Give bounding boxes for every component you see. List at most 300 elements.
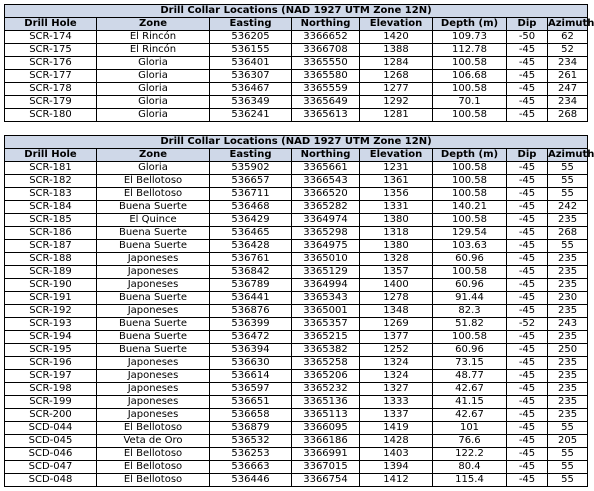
cell-easting: 536399 [210,318,292,331]
cell-easting: 536472 [210,331,292,344]
cell-northing: 3365282 [292,201,360,214]
cell-azimuth: 235 [548,305,588,318]
cell-zone: Japoneses [97,279,210,292]
cell-easting: 536446 [210,474,292,487]
cell-drill-hole: SCD-046 [5,448,97,461]
cell-azimuth: 243 [548,318,588,331]
cell-zone: Japoneses [97,357,210,370]
cell-dip: -45 [507,279,548,292]
cell-easting: 536614 [210,370,292,383]
cell-drill-hole: SCR-175 [5,44,97,57]
cell-azimuth: 230 [548,292,588,305]
cell-zone: El Bellotoso [97,474,210,487]
cell-elevation: 1403 [360,448,433,461]
cell-zone: Gloria [97,70,210,83]
cell-zone: El Quince [97,214,210,227]
cell-northing: 3365232 [292,383,360,396]
column-header-elevation: Elevation [360,149,433,162]
cell-depth: 112.78 [433,44,507,57]
cell-dip: -45 [507,83,548,96]
cell-elevation: 1356 [360,188,433,201]
cell-northing: 3366095 [292,422,360,435]
cell-zone: Japoneses [97,396,210,409]
cell-depth: 60.96 [433,279,507,292]
table-row [5,396,588,409]
table-title: Drill Collar Locations (NAD 1927 UTM Zone 12N) [5,5,588,18]
cell-depth: 106.68 [433,70,507,83]
cell-drill-hole: SCR-184 [5,201,97,214]
cell-depth: 48.77 [433,370,507,383]
cell-northing: 3366754 [292,474,360,487]
cell-drill-hole: SCD-045 [5,435,97,448]
cell-easting: 536253 [210,448,292,461]
table-row [5,331,588,344]
cell-dip: -45 [507,422,548,435]
column-header-easting: Easting [210,149,292,162]
cell-azimuth: 235 [548,266,588,279]
cell-northing: 3365343 [292,292,360,305]
cell-easting: 536711 [210,188,292,201]
cell-elevation: 1324 [360,370,433,383]
cell-northing: 3366520 [292,188,360,201]
cell-zone: El Bellotoso [97,422,210,435]
cell-northing: 3365559 [292,83,360,96]
cell-drill-hole: SCR-178 [5,83,97,96]
cell-drill-hole: SCR-176 [5,57,97,70]
cell-elevation: 1281 [360,109,433,122]
cell-drill-hole: SCR-199 [5,396,97,409]
table-row [5,44,588,57]
table-row [5,344,588,357]
column-header-row [5,18,588,31]
cell-elevation: 1412 [360,474,433,487]
cell-azimuth: 235 [548,253,588,266]
column-header-easting: Easting [210,18,292,31]
cell-elevation: 1394 [360,461,433,474]
cell-azimuth: 52 [548,44,588,57]
cell-drill-hole: SCR-174 [5,31,97,44]
cell-depth: 122.2 [433,448,507,461]
cell-zone: El Bellotoso [97,448,210,461]
table-row [5,175,588,188]
drill-collar-table-2 [4,135,594,487]
cell-northing: 3365215 [292,331,360,344]
cell-elevation: 1269 [360,318,433,331]
cell-northing: 3366708 [292,44,360,57]
cell-easting: 536468 [210,201,292,214]
cell-dip: -45 [507,253,548,266]
cell-easting: 536467 [210,83,292,96]
cell-easting: 536657 [210,175,292,188]
table-row [5,318,588,331]
cell-northing: 3364994 [292,279,360,292]
cell-dip: -45 [507,188,548,201]
cell-depth: 103.63 [433,240,507,253]
table-row [5,201,588,214]
cell-easting: 536241 [210,109,292,122]
cell-azimuth: 242 [548,201,588,214]
cell-easting: 536401 [210,57,292,70]
cell-azimuth: 261 [548,70,588,83]
cell-northing: 3365136 [292,396,360,409]
column-header-drill-hole: Drill Hole [5,18,97,31]
cell-easting: 536879 [210,422,292,435]
table-row [5,31,588,44]
cell-elevation: 1357 [360,266,433,279]
cell-azimuth: 250 [548,344,588,357]
cell-drill-hole: SCR-198 [5,383,97,396]
cell-azimuth: 234 [548,96,588,109]
cell-zone: Gloria [97,162,210,175]
cell-drill-hole: SCR-193 [5,318,97,331]
cell-zone: El Bellotoso [97,188,210,201]
cell-dip: -45 [507,370,548,383]
cell-azimuth: 235 [548,396,588,409]
table-row [5,109,588,122]
cell-northing: 3366652 [292,31,360,44]
cell-elevation: 1324 [360,357,433,370]
table-body [5,31,588,122]
cell-elevation: 1268 [360,70,433,83]
cell-drill-hole: SCR-188 [5,253,97,266]
table-row [5,435,588,448]
cell-depth: 115.4 [433,474,507,487]
cell-depth: 100.58 [433,214,507,227]
cell-zone: Buena Suerte [97,318,210,331]
cell-zone: Gloria [97,109,210,122]
column-header-northing: Northing [292,149,360,162]
cell-easting: 536663 [210,461,292,474]
cell-azimuth: 55 [548,240,588,253]
column-header-zone: Zone [97,18,210,31]
cell-northing: 3364974 [292,214,360,227]
cell-easting: 536441 [210,292,292,305]
cell-dip: -45 [507,344,548,357]
cell-easting: 536394 [210,344,292,357]
cell-depth: 73.15 [433,357,507,370]
cell-dip: -45 [507,227,548,240]
column-header-row [5,149,588,162]
cell-dip: -45 [507,396,548,409]
cell-dip: -45 [507,305,548,318]
cell-drill-hole: SCD-044 [5,422,97,435]
table-body [5,162,588,487]
cell-depth: 100.58 [433,331,507,344]
cell-northing: 3365113 [292,409,360,422]
column-header-elevation: Elevation [360,18,433,31]
cell-easting: 536651 [210,396,292,409]
cell-depth: 100.58 [433,109,507,122]
cell-easting: 536630 [210,357,292,370]
cell-zone: Buena Suerte [97,227,210,240]
cell-depth: 129.54 [433,227,507,240]
table-row [5,474,588,487]
cell-drill-hole: SCR-195 [5,344,97,357]
table-title: Drill Collar Locations (NAD 1927 UTM Zone 12N) [5,136,588,149]
cell-depth: 60.96 [433,344,507,357]
table-row [5,188,588,201]
cell-depth: 41.15 [433,396,507,409]
cell-dip: -45 [507,448,548,461]
cell-northing: 3365613 [292,109,360,122]
cell-elevation: 1333 [360,396,433,409]
cell-elevation: 1380 [360,214,433,227]
cell-northing: 3365382 [292,344,360,357]
cell-depth: 109.73 [433,31,507,44]
cell-depth: 51.82 [433,318,507,331]
cell-elevation: 1278 [360,292,433,305]
cell-drill-hole: SCR-196 [5,357,97,370]
cell-northing: 3366543 [292,175,360,188]
cell-elevation: 1428 [360,435,433,448]
cell-zone: Japoneses [97,253,210,266]
cell-zone: Buena Suerte [97,331,210,344]
cell-zone: Buena Suerte [97,344,210,357]
table-row [5,383,588,396]
cell-elevation: 1277 [360,83,433,96]
cell-drill-hole: SCR-192 [5,305,97,318]
cell-elevation: 1327 [360,383,433,396]
cell-drill-hole: SCR-185 [5,214,97,227]
cell-dip: -45 [507,240,548,253]
cell-northing: 3365001 [292,305,360,318]
table-row [5,266,588,279]
cell-depth: 100.58 [433,57,507,70]
cell-easting: 536876 [210,305,292,318]
cell-dip: -45 [507,435,548,448]
cell-azimuth: 55 [548,448,588,461]
cell-depth: 42.67 [433,383,507,396]
cell-northing: 3366186 [292,435,360,448]
cell-drill-hole: SCR-181 [5,162,97,175]
table-row [5,57,588,70]
cell-azimuth: 235 [548,279,588,292]
cell-northing: 3366991 [292,448,360,461]
cell-easting: 536842 [210,266,292,279]
cell-easting: 536658 [210,409,292,422]
cell-zone: Gloria [97,83,210,96]
cell-depth: 100.58 [433,188,507,201]
cell-depth: 100.58 [433,83,507,96]
cell-azimuth: 55 [548,461,588,474]
cell-dip: -45 [507,70,548,83]
cell-zone: Buena Suerte [97,292,210,305]
cell-drill-hole: SCR-187 [5,240,97,253]
cell-zone: Buena Suerte [97,201,210,214]
cell-easting: 536532 [210,435,292,448]
cell-depth: 76.6 [433,435,507,448]
cell-dip: -45 [507,214,548,227]
table-row [5,83,588,96]
cell-elevation: 1419 [360,422,433,435]
cell-azimuth: 62 [548,31,588,44]
cell-elevation: 1420 [360,31,433,44]
cell-zone: Japoneses [97,305,210,318]
table-row [5,409,588,422]
table-row [5,357,588,370]
column-header-zone: Zone [97,149,210,162]
cell-elevation: 1388 [360,44,433,57]
cell-zone: El Bellotoso [97,175,210,188]
table-row [5,70,588,83]
column-header-drill-hole: Drill Hole [5,149,97,162]
cell-dip: -45 [507,44,548,57]
cell-zone: Gloria [97,57,210,70]
cell-northing: 3367015 [292,461,360,474]
cell-dip: -45 [507,383,548,396]
cell-depth: 100.58 [433,162,507,175]
cell-elevation: 1380 [360,240,433,253]
cell-dip: -45 [507,175,548,188]
cell-dip: -45 [507,409,548,422]
cell-northing: 3365129 [292,266,360,279]
cell-drill-hole: SCR-200 [5,409,97,422]
column-header-depth: Depth (m) [433,149,507,162]
cell-depth: 101 [433,422,507,435]
cell-azimuth: 55 [548,422,588,435]
cell-depth: 80.4 [433,461,507,474]
cell-drill-hole: SCR-197 [5,370,97,383]
cell-dip: -45 [507,292,548,305]
cell-easting: 536428 [210,240,292,253]
cell-zone: El Rincón [97,44,210,57]
cell-dip: -45 [507,109,548,122]
cell-dip: -45 [507,357,548,370]
table-row [5,96,588,109]
cell-drill-hole: SCD-048 [5,474,97,487]
cell-dip: -45 [507,461,548,474]
column-header-northing: Northing [292,18,360,31]
cell-depth: 100.58 [433,266,507,279]
column-header-azimuth: Azimuth [548,18,594,29]
cell-azimuth: 268 [548,109,588,122]
cell-elevation: 1361 [360,175,433,188]
cell-azimuth: 235 [548,214,588,227]
cell-zone: Japoneses [97,383,210,396]
cell-drill-hole: SCR-183 [5,188,97,201]
cell-easting: 536155 [210,44,292,57]
table-row [5,240,588,253]
cell-northing: 3365649 [292,96,360,109]
table-row [5,448,588,461]
cell-depth: 70.1 [433,96,507,109]
cell-azimuth: 235 [548,357,588,370]
cell-elevation: 1292 [360,96,433,109]
cell-drill-hole: SCR-186 [5,227,97,240]
cell-dip: -45 [507,57,548,70]
cell-depth: 140.21 [433,201,507,214]
cell-easting: 536465 [210,227,292,240]
cell-easting: 536349 [210,96,292,109]
cell-azimuth: 235 [548,383,588,396]
cell-azimuth: 55 [548,474,588,487]
cell-azimuth: 235 [548,331,588,344]
cell-depth: 82.3 [433,305,507,318]
table-row [5,305,588,318]
cell-azimuth: 247 [548,83,588,96]
cell-northing: 3365298 [292,227,360,240]
cell-northing: 3365661 [292,162,360,175]
cell-zone: El Rincón [97,31,210,44]
cell-azimuth: 55 [548,162,588,175]
cell-drill-hole: SCR-182 [5,175,97,188]
cell-elevation: 1252 [360,344,433,357]
cell-azimuth: 55 [548,175,588,188]
cell-depth: 42.67 [433,409,507,422]
cell-zone: El Bellotoso [97,461,210,474]
cell-drill-hole: SCR-194 [5,331,97,344]
table-row [5,370,588,383]
cell-dip: -45 [507,162,548,175]
cell-elevation: 1318 [360,227,433,240]
cell-elevation: 1328 [360,253,433,266]
cell-northing: 3364975 [292,240,360,253]
cell-azimuth: 235 [548,370,588,383]
cell-azimuth: 235 [548,409,588,422]
cell-azimuth: 268 [548,227,588,240]
cell-northing: 3365206 [292,370,360,383]
column-header-azimuth: Azimuth [548,149,594,160]
cell-dip: -45 [507,266,548,279]
cell-dip: -45 [507,96,548,109]
cell-drill-hole: SCR-180 [5,109,97,122]
cell-elevation: 1231 [360,162,433,175]
cell-easting: 536307 [210,70,292,83]
cell-dip: -45 [507,474,548,487]
cell-drill-hole: SCR-177 [5,70,97,83]
table-row [5,227,588,240]
cell-zone: Japoneses [97,409,210,422]
cell-zone: Gloria [97,96,210,109]
cell-elevation: 1331 [360,201,433,214]
cell-northing: 3365010 [292,253,360,266]
cell-zone: Japoneses [97,266,210,279]
cell-zone: Japoneses [97,370,210,383]
cell-elevation: 1348 [360,305,433,318]
table-row [5,214,588,227]
table-row [5,422,588,435]
cell-easting: 536761 [210,253,292,266]
cell-dip: -45 [507,331,548,344]
cell-drill-hole: SCR-191 [5,292,97,305]
cell-azimuth: 234 [548,57,588,70]
cell-drill-hole: SCR-190 [5,279,97,292]
cell-northing: 3365357 [292,318,360,331]
cell-depth: 60.96 [433,253,507,266]
cell-northing: 3365550 [292,57,360,70]
cell-dip: -52 [507,318,548,331]
cell-elevation: 1337 [360,409,433,422]
cell-dip: -50 [507,31,548,44]
cell-depth: 100.58 [433,175,507,188]
cell-drill-hole: SCD-047 [5,461,97,474]
cell-easting: 536597 [210,383,292,396]
cell-azimuth: 55 [548,188,588,201]
cell-dip: -45 [507,201,548,214]
cell-drill-hole: SCR-189 [5,266,97,279]
table-row [5,292,588,305]
cell-easting: 536205 [210,31,292,44]
cell-elevation: 1377 [360,331,433,344]
cell-elevation: 1284 [360,57,433,70]
cell-zone: Veta de Oro [97,435,210,448]
table-row [5,279,588,292]
table-row [5,253,588,266]
column-header-depth: Depth (m) [433,18,507,31]
column-header-dip: Dip [507,18,548,31]
cell-elevation: 1400 [360,279,433,292]
cell-easting: 536789 [210,279,292,292]
